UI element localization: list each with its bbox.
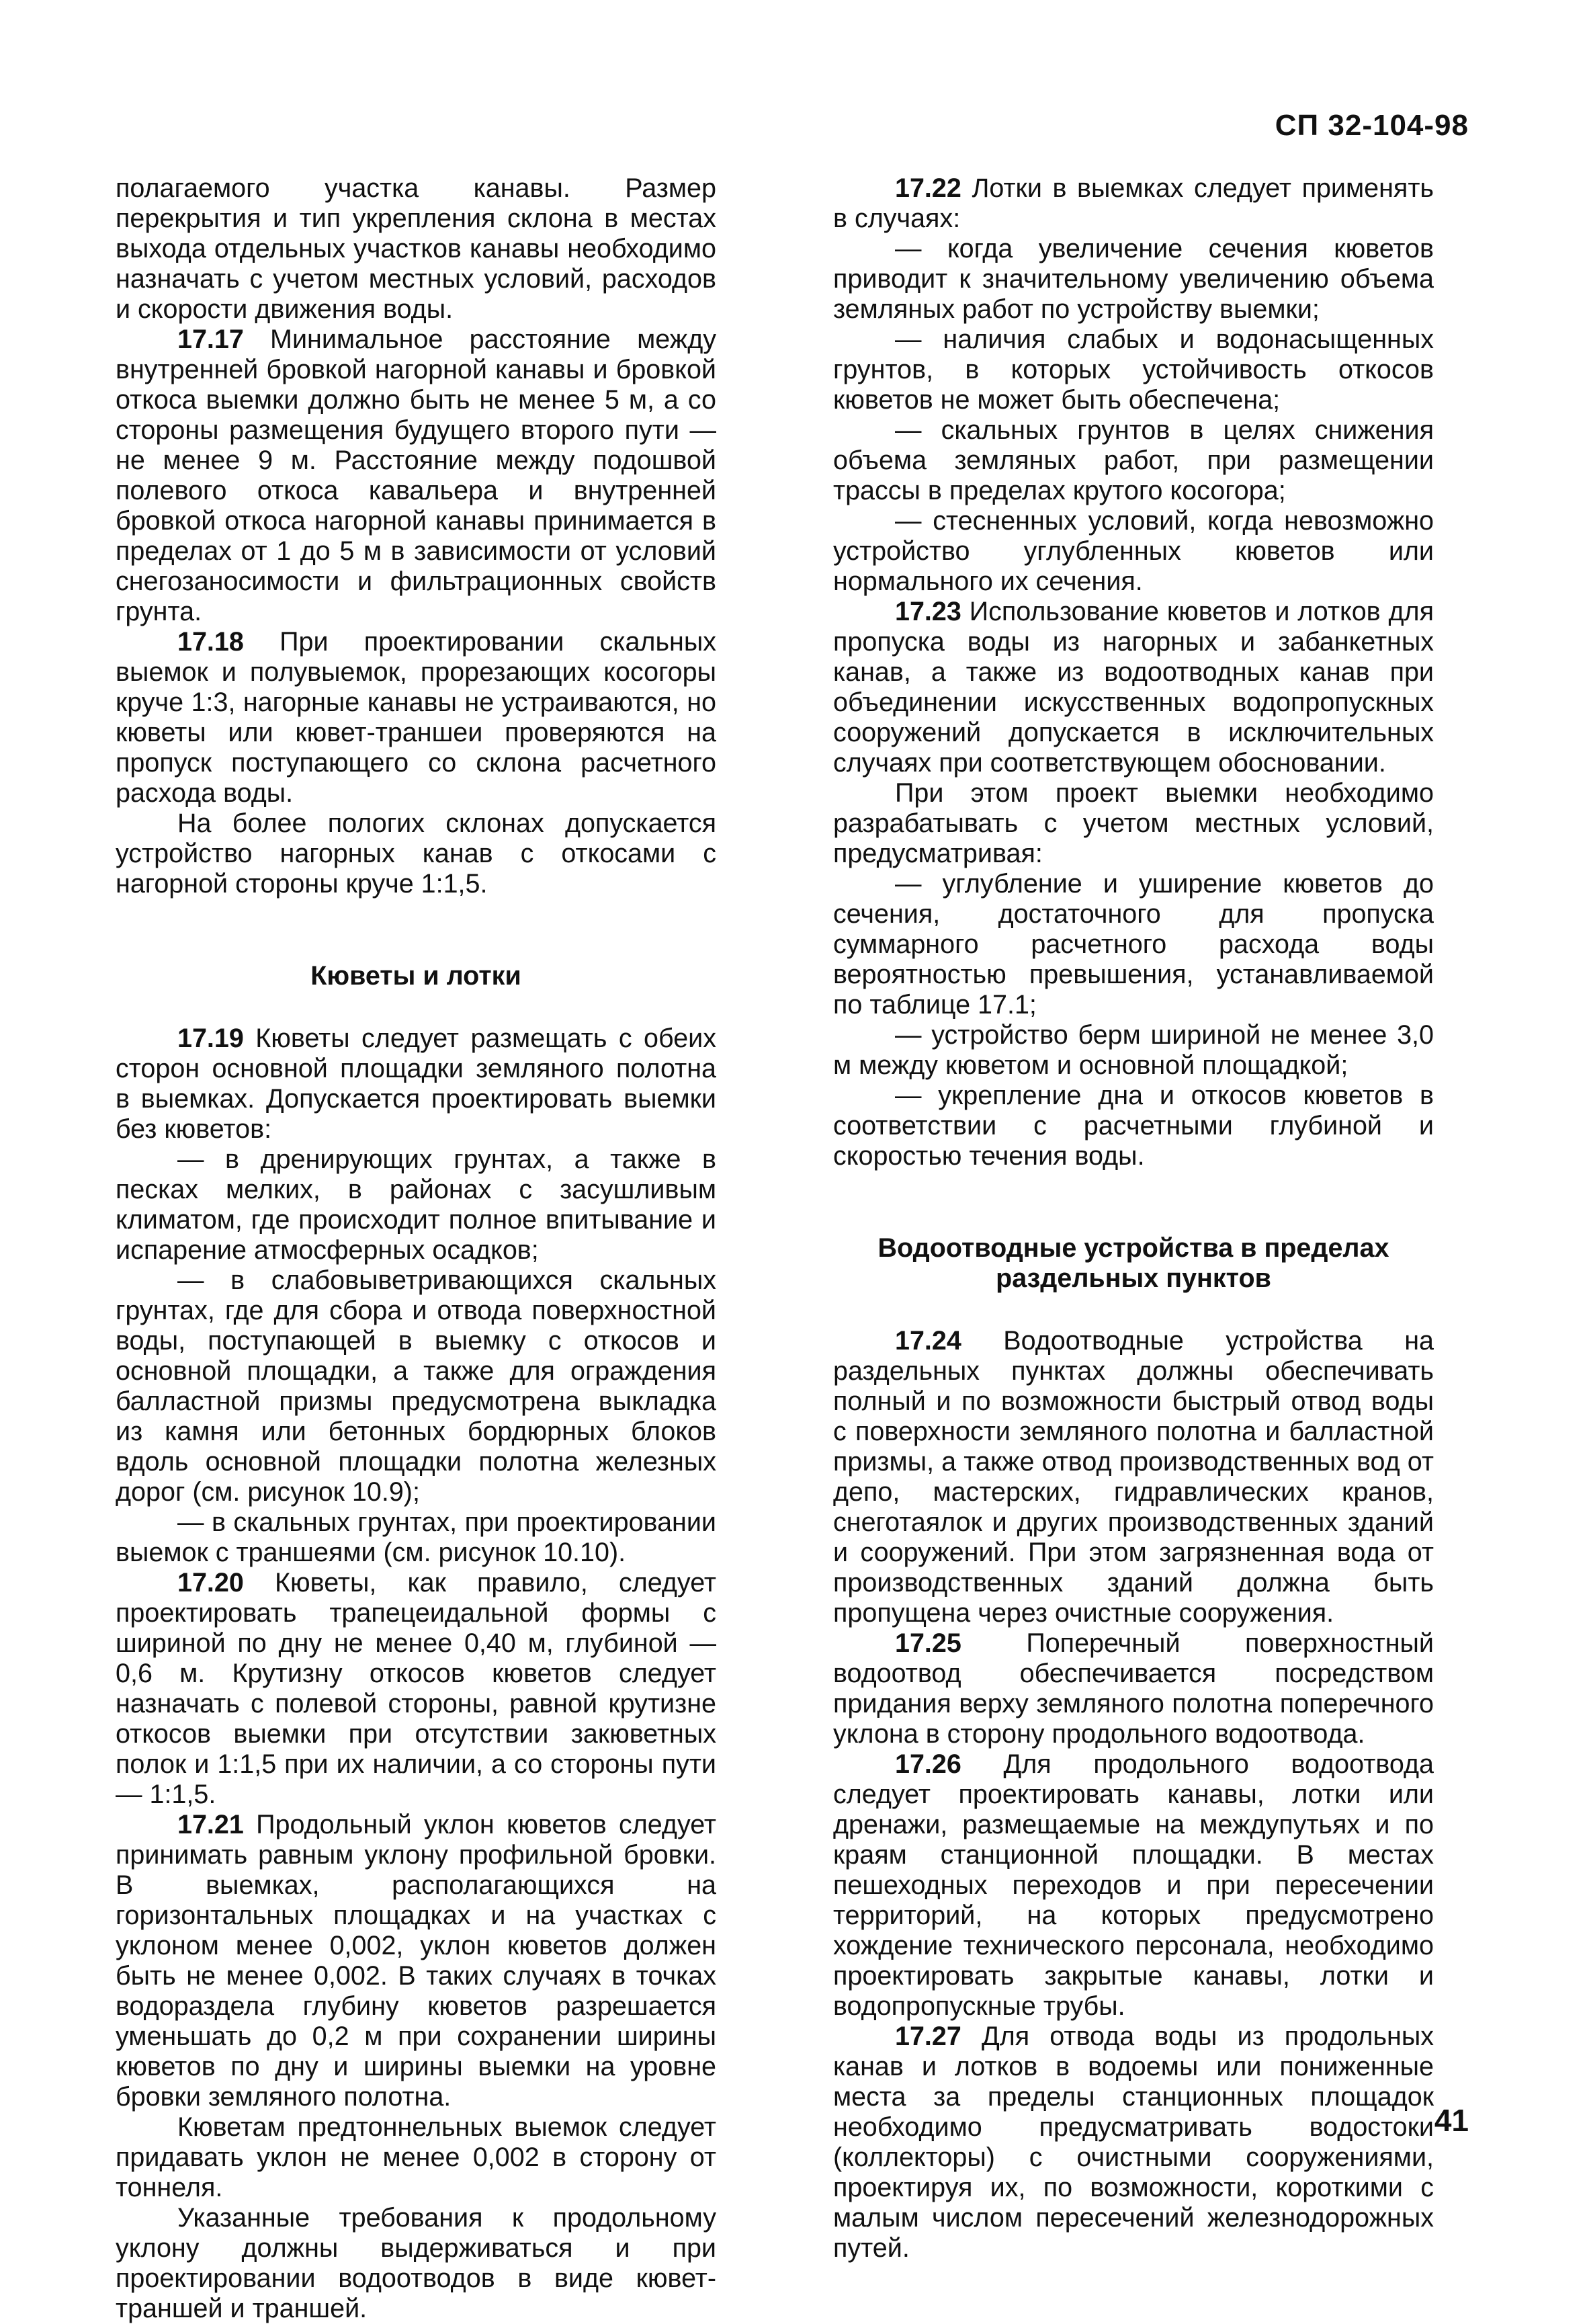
- section-heading: Кюветы и лотки: [310, 961, 521, 991]
- page-number: 41: [1434, 2103, 1469, 2138]
- paragraph: [833, 1628, 1434, 1749]
- paragraph-text: Указанные требования к продольному уклону должны выдерживаться и при проектировании водоотводов в виде кювет-траншей и траншей.: [116, 2203, 716, 2323]
- paragraph-text: Продольный уклон кюветов следует принимать равным уклону профильной бровки. В выемках, располагающихся на горизонтальных площадках и на участках с уклоном менее 0,002, уклон кюветов должен быть не менее 0,002. В таких случаях в точках водораздела глубину кюветов разрешается уменьшать до 0,2 м при сохранении ширины кюветов по дну и ширины выемки на уровне бровки земляного полотна.: [116, 1810, 716, 2112]
- paragraph-text: При этом проект выемки необходимо разрабатывать с учетом местных условий, предусматривая:: [833, 778, 1434, 868]
- clause-number: 17.18: [177, 627, 244, 657]
- paragraph-text: полагаемого участка канавы. Размер перекрытия и тип укрепления склона в местах выхода отдельных участков канавы необходимо назначать с учетом местных условий, расходов и скорости движения воды.: [116, 173, 716, 324]
- paragraph: [833, 506, 1434, 597]
- clause-number: 17.25: [895, 1628, 961, 1658]
- paragraph: [116, 1024, 716, 1145]
- paragraph: [116, 1265, 716, 1507]
- paragraph: [116, 1810, 716, 2112]
- paragraph-text: — в дренирующих грунтах, а также в песках мелких, в районах с засушливым климатом, где происходит полное впитывание и испарение атмосферных осадков;: [116, 1145, 716, 1265]
- clause-number: 17.24: [895, 1326, 961, 1356]
- paragraph: [116, 173, 716, 325]
- paragraph: [833, 869, 1434, 1020]
- paragraph: [833, 1020, 1434, 1081]
- paragraph: [116, 2203, 716, 2324]
- paragraph: [833, 1081, 1434, 1171]
- paragraph: [833, 234, 1434, 325]
- paragraph-text: — когда увеличение сечения кюветов приводит к значительному увеличению объема земляных работ по устройству выемки;: [833, 234, 1434, 324]
- paragraph-text: Кюветы, как правило, следует проектировать трапецеидальной формы с шириной по дну не менее 0,40 м, глубиной — 0,6 м. Крутизну откосов кюветов следует назначать с полевой стороны, равной крутизне откосов выемки при отсутствии закюветных полок и 1:1,5 при их наличии, а со стороны пути — 1:1,5.: [116, 1568, 716, 1809]
- paragraph-text: Кюветы следует размещать с обеих сторон основной площадки земляного полотна в выемках. Допускается проектировать выемки без кюветов:: [116, 1024, 716, 1144]
- paragraph-text: Кюветам предтоннельных выемок следует придавать уклон не менее 0,002 в сторону от тоннеля.: [116, 2112, 716, 2202]
- paragraph-text: — в скальных грунтах, при проектировании выемок с траншеями (см. рисунок 10.10).: [116, 1507, 716, 1567]
- paragraph: [833, 173, 1434, 234]
- paragraph-text: Использование кюветов и лотков для пропуска воды из нагорных и забанкетных канав, а также из водоотводных канав при объединении искусственных водопропускных сооружений допускается в исключительных случаях при соответствующем обосновании.: [833, 597, 1434, 778]
- clause-number: 17.17: [177, 325, 244, 354]
- section-heading: Водоотводные устройства в пределах раздельных пунктов: [877, 1233, 1389, 1293]
- clause-number: 17.26: [895, 1749, 961, 1779]
- left-column: [116, 173, 716, 2324]
- clause-number: 17.21: [177, 1810, 244, 1839]
- paragraph-text: — скальных грунтов в целях снижения объема земляных работ, при размещении трассы в пределах крутого косогора;: [833, 415, 1434, 505]
- paragraph: [833, 1326, 1434, 1628]
- paragraph: [116, 2112, 716, 2203]
- clause-number: 17.20: [177, 1568, 244, 1597]
- paragraph-text: — в слабовыветривающихся скальных грунтах, где для сбора и отвода поверхностной воды, поступающей в выемку с откосов и основной площадки, а также для ограждения балластной призмы предусмотрена выкладка из камня или бетонных бордюрных блоков вдоль основной площадки полотна железных дорог (см. рисунок 10.9);: [116, 1265, 716, 1507]
- paragraph: [116, 1507, 716, 1568]
- paragraph: [116, 325, 716, 627]
- paragraph-text: — стесненных условий, когда невозможно устройство углубленных кюветов или нормального их сечения.: [833, 506, 1434, 596]
- paragraph-text: — углубление и уширение кюветов до сечения, достаточного для пропуска суммарного расчетного расхода воды вероятностью превышения, устанавливаемой по таблице 17.1;: [833, 869, 1434, 1020]
- clause-number: 17.23: [895, 597, 961, 626]
- paragraph: [833, 325, 1434, 415]
- paragraph-text: Поперечный поверхностный водоотвод обеспечивается посредством придания верху земляного полотна поперечного уклона в сторону продольного водоотвода.: [833, 1628, 1434, 1749]
- clause-number: 17.22: [895, 173, 961, 203]
- paragraph-text: — наличия слабых и водонасыщенных грунтов, в которых устойчивость откосов кюветов не может быть обеспечена;: [833, 325, 1434, 415]
- paragraph-text: Минимальное расстояние между внутренней бровкой нагорной канавы и бровкой откоса выемки должно быть не менее 5 м, а со стороны размещения будущего второго пути — не менее 9 м. Расстояние между подошвой полевого откоса кавальера и внутренней бровкой откоса нагорной канавы принимается в пределах от 1 до 5 м в зависимости от условий снегозаносимости и фильтрационных свойств грунта.: [116, 325, 716, 626]
- paragraph-text: Лотки в выемках следует применять в случаях:: [833, 173, 1434, 233]
- paragraph-text: При проектировании скальных выемок и полувыемок, прорезающих косогоры круче 1:3, нагорные канавы не устраиваются, но кюветы или кювет-траншеи проверяются на пропуск поступающего со склона расчетного расхода воды.: [116, 627, 716, 808]
- paragraph-text: Водоотводные устройства на раздельных пунктах должны обеспечивать полный и по возможности быстрый отвод воды с поверхности земляного полотна и балластной призмы, а также отвод производственных вод от депо, мастерских, гидравлических кранов, снеготаялок и других производственных зданий и сооружений. При этом загрязненная вода от производственных зданий должна быть пропущена через очистные сооружения.: [833, 1326, 1434, 1628]
- paragraph: [116, 1568, 716, 1810]
- paragraph: [833, 2022, 1434, 2264]
- paragraph-text: — устройство берм шириной не менее 3,0 м между кюветом и основной площадкой;: [833, 1020, 1434, 1080]
- document-code-header: СП 32-104-98: [1275, 109, 1469, 142]
- clause-number: 17.27: [895, 2022, 961, 2051]
- paragraph: [116, 627, 716, 808]
- paragraph-text: На более пологих склонах допускается устройство нагорных канав с откосами с нагорной стороны круче 1:1,5.: [116, 808, 716, 899]
- paragraph: [833, 1749, 1434, 2022]
- paragraph: [833, 415, 1434, 506]
- right-column: [833, 173, 1434, 2264]
- paragraph: [116, 808, 716, 899]
- paragraph: [833, 597, 1434, 778]
- paragraph: [116, 1145, 716, 1265]
- paragraph: [833, 778, 1434, 869]
- clause-number: 17.19: [177, 1024, 244, 1053]
- paragraph-text: Для отвода воды из продольных канав и лотков в водоемы или пониженные места за пределы станционных площадок необходимо предусматривать водостоки (коллекторы) с очистными сооружениями, проектируя их, по возможности, короткими с малым числом пересечений железнодорожных путей.: [833, 2022, 1434, 2263]
- paragraph-text: — укрепление дна и откосов кюветов в соответствии с расчетными глубиной и скоростью течения воды.: [833, 1081, 1434, 1171]
- paragraph-text: Для продольного водоотвода следует проектировать канавы, лотки или дренажи, размещаемые на междупутьях и по краям станционной площадки. В местах пешеходных переходов и при пересечении территорий, на которых предусмотрено хождение технического персонала, необходимо проектировать закрытые канавы, лотки и водопропускные трубы.: [833, 1749, 1434, 2021]
